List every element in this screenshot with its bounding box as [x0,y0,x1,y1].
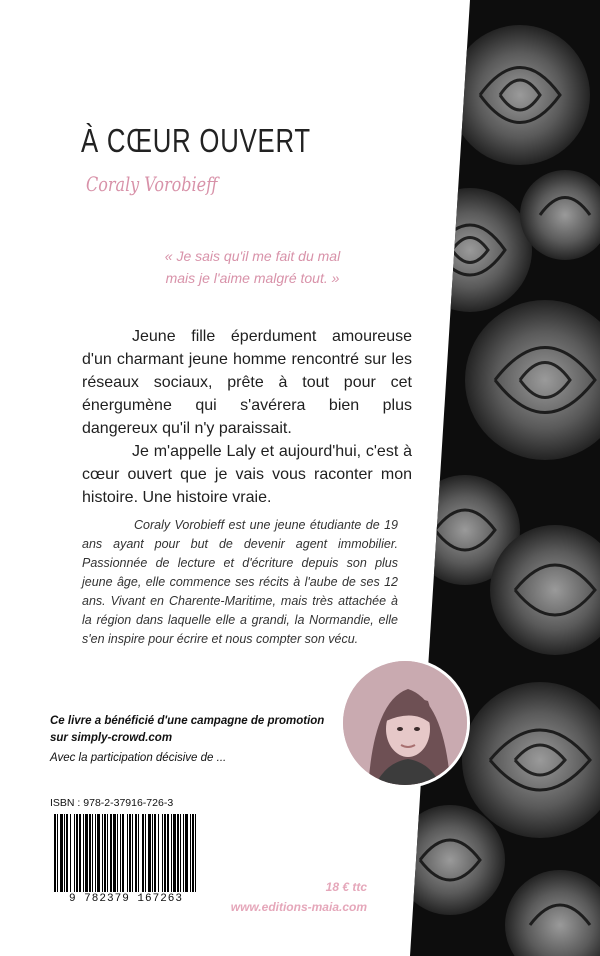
barcode-bar [70,814,71,892]
barcode-bar [148,814,151,892]
rose-2 [408,188,532,312]
rose-9 [505,870,600,956]
barcode-bar [164,814,166,892]
barcode-bar [97,814,100,892]
barcode-bar [129,814,131,892]
participation-notice: Avec la participation décisive de ... [50,752,227,764]
barcode-bar [76,814,78,892]
barcode-bar [162,814,163,892]
barcode-bar [85,814,88,892]
barcode-bar [171,814,172,892]
barcode-bar [117,814,118,892]
book-title: À CŒUR OUVERT [81,122,311,159]
barcode-bar [79,814,81,892]
barcode-bar [180,814,181,892]
promo-line-2: sur simply-crowd.com [50,732,173,744]
barcode-bar [113,814,116,892]
barcode-bar [195,814,196,892]
barcode-bar [192,814,194,892]
barcode-bar [185,814,188,892]
barcode-bar [132,814,133,892]
barcode-bar [154,814,156,892]
summary-paragraph-2: Je m'appelle Laly et aujourd'hui, c'est à cœur ouvert que je vais vous raconter mon histoire. Une histoire vraie. [82,443,412,506]
barcode-bar [89,814,91,892]
rose-1 [450,25,590,165]
quote-line-2: mais je l'aime malgré tout. » [165,270,340,286]
barcode [50,814,202,896]
barcode-bar [135,814,137,892]
barcode-bar [120,814,121,892]
promotion-notice [50,713,330,747]
barcode-bar [74,814,75,892]
barcode-bar [83,814,84,892]
barcode-bar [138,814,139,892]
barcode-bar [110,814,112,892]
barcode-bar [183,814,184,892]
barcode-bar [142,814,144,892]
barcode-bar [60,814,63,892]
barcode-bar [167,814,169,892]
rose-7 [462,682,600,838]
rose-4 [465,300,600,460]
author-portrait [343,661,470,788]
barcode-bar [92,814,93,892]
barcode-bar [107,814,108,892]
author-bio-text: Coraly Vorobieff est une jeune étudiante de 19 ans ayant pour but de devenir agent immobilier. Passionnée de lecture et d'écriture depuis son plus jeune âge, elle commence ses récits à l'aube de ses 12 ans. Vivant en Charente-Maritime, mais très attachée à la région dans laquelle elle a grandi, la Normandie, elle s'en inspire pour écrire et nous compter son vécu. [82,518,398,646]
book-price: 18 € ttc [325,880,367,894]
epigraph-quote [140,245,365,289]
barcode-digits: 9 782379 167263 [68,893,184,905]
barcode-bar [190,814,191,892]
barcode-bar [127,814,128,892]
barcode-bar [64,814,65,892]
barcode-bar [177,814,179,892]
quote-line-1: « Je sais qu'il me fait du mal [164,248,341,264]
barcode-bar [145,814,146,892]
barcode-bar [173,814,176,892]
barcode-bar [102,814,103,892]
barcode-bar [66,814,68,892]
author-name: Coraly Vorobieff [86,172,218,196]
author-photo [340,658,470,788]
barcode-bar [152,814,153,892]
barcode-bars [50,814,202,892]
barcode-bar [57,814,58,892]
author-bio [82,516,398,649]
barcode-bar [104,814,106,892]
barcode-bar [95,814,96,892]
barcode-bar [122,814,124,892]
promo-line-1: Ce livre a bénéficié d'une campagne de promotion [50,715,325,727]
rose-3 [520,170,600,260]
publisher-website: www.editions-maia.com [230,900,367,914]
barcode-bar [158,814,159,892]
summary-paragraph-1: Jeune fille éperdument amoureuse d'un charmant jeune homme rencontré sur les réseaux sociaux, prête à tout pour cet énergumène qui s'avérera bien plus dangereux qu'il n'y paraissait. [82,328,412,437]
book-summary [82,325,412,509]
barcode-bar [54,814,56,892]
rose-8 [395,805,505,915]
isbn-number: ISBN : 978-2-37916-726-3 [50,797,174,809]
